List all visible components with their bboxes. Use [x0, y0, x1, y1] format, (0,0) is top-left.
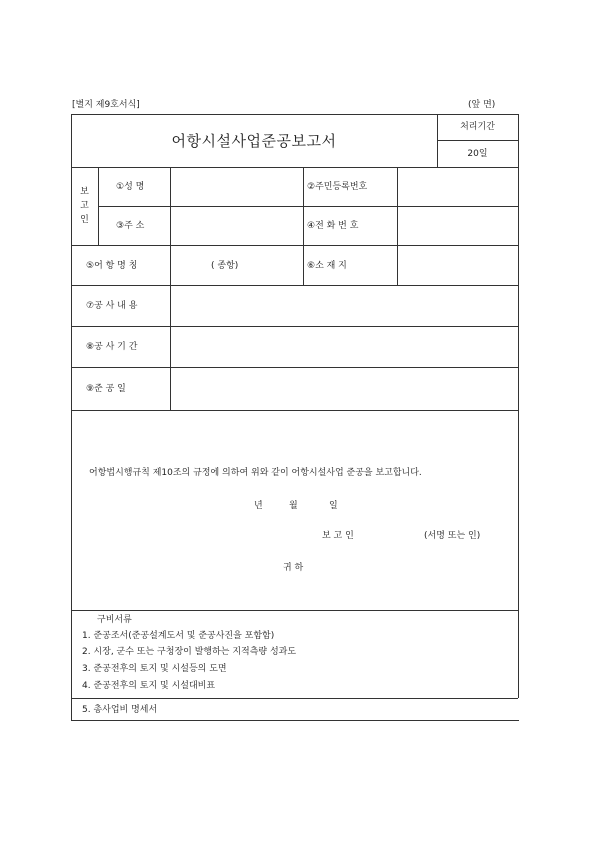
address-label: ③주 소	[116, 221, 145, 231]
processing-period-label: 처리기간	[460, 122, 495, 132]
document-item: 2. 시장, 군수 또는 구청장이 발행하는 지적측량 성과도	[82, 647, 297, 657]
date-day: 일	[329, 501, 338, 511]
statement-text: 어항법시행규칙 제10조의 규정에 의하여 위와 같이 어항시설사업 준공을 보고합니다.	[89, 468, 422, 478]
date-month: 월	[289, 501, 298, 511]
harbor-name-field[interactable]: ( 종항)	[211, 261, 239, 271]
addressee: 귀 하	[283, 563, 304, 573]
reporter-sign-label: 보 고 인	[322, 531, 354, 541]
reporter-section-label: 보 고 인	[80, 187, 89, 225]
name-label: ①성 명	[116, 182, 145, 192]
processing-period-value: 20일	[467, 149, 488, 159]
form-title: 어항시설사업준공보고서	[171, 132, 337, 150]
documents-heading: 구비서류	[97, 615, 132, 625]
work-content-label: ⑦공 사 내 용	[86, 301, 138, 311]
page-side: (앞 면)	[468, 100, 496, 110]
work-period-label: ⑧공 사 기 간	[86, 342, 138, 352]
completion-date-label: ⑨준 공 일	[86, 384, 126, 394]
signature-note: (서명 또는 인)	[424, 531, 481, 541]
location-label: ⑥소 재 지	[307, 261, 347, 271]
phone-label: ④전 화 번 호	[307, 221, 359, 231]
date-year: 년	[254, 501, 263, 511]
resident-number-label: ②주민등록번호	[307, 182, 368, 192]
document-item: 5. 총사업비 명세서	[82, 705, 158, 715]
document-item: 3. 준공전후의 토지 및 시설등의 도면	[82, 664, 227, 674]
form-number: [별지 제9호서식]	[72, 100, 140, 110]
document-item: 1. 준공조서(준공설계도서 및 준공사진을 포함함)	[82, 631, 275, 641]
document-item: 4. 준공전후의 토지 및 시설대비표	[82, 681, 216, 691]
harbor-name-label: ⑤어 항 명 칭	[86, 261, 138, 271]
